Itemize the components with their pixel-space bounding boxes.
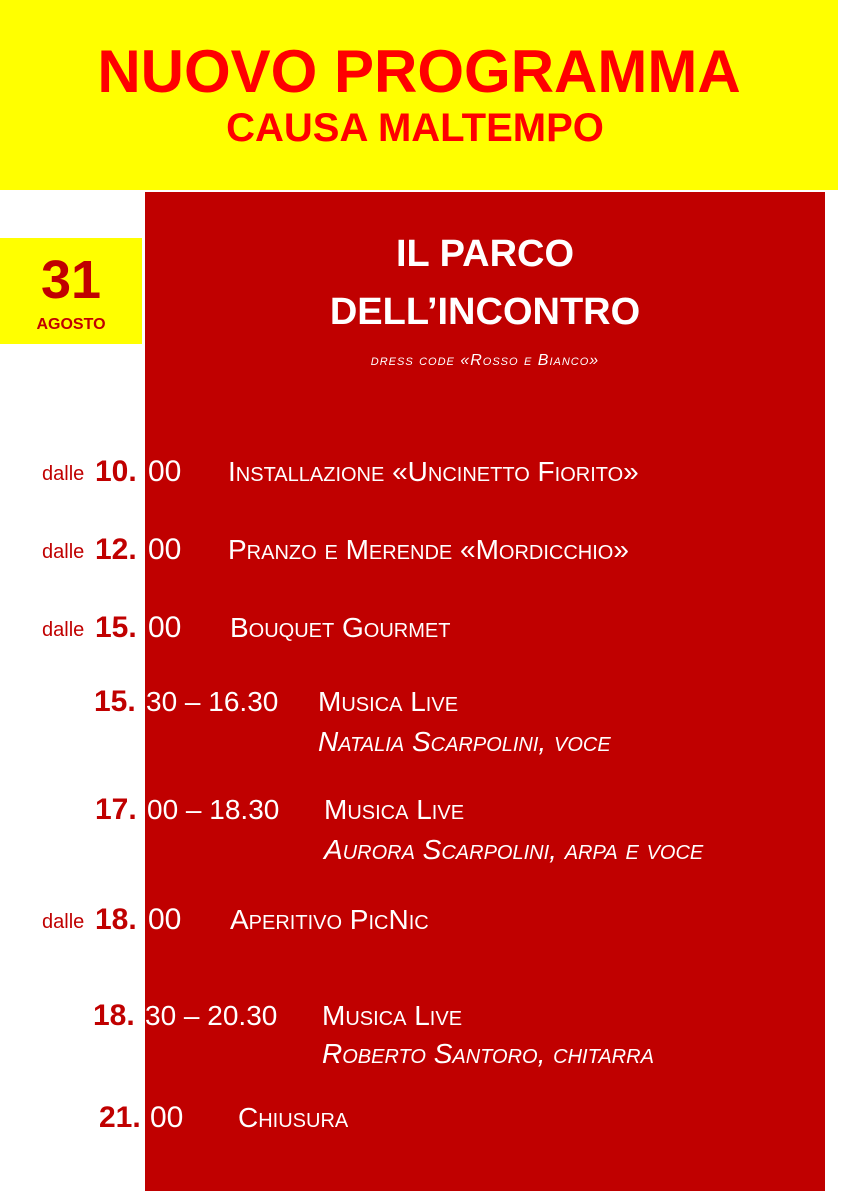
- schedule-time-range: 00 – 18.30: [147, 794, 280, 825]
- date-badge: [0, 238, 142, 344]
- schedule-event: Bouquet Gourmet: [230, 612, 451, 643]
- schedule-prefix: dalle: [42, 911, 85, 933]
- date-month: AGOSTO: [36, 316, 106, 333]
- schedule-minutes: 00: [148, 903, 182, 936]
- schedule-hour: 10.: [95, 455, 137, 488]
- schedule-event: Aperitivo PicNic: [230, 904, 429, 935]
- schedule-minutes: 00: [150, 1101, 184, 1134]
- schedule-event: Chiusura: [238, 1102, 349, 1133]
- page-subtitle: CAUSA MALTEMPO: [226, 106, 604, 150]
- date-day: 31: [40, 250, 102, 310]
- page-title: NUOVO PROGRAMMA: [97, 38, 741, 105]
- venue-title-line2: DELL’INCONTRO: [329, 291, 641, 333]
- schedule-item: [0, 610, 842, 650]
- schedule-performer: Aurora Scarpolini, arpa e voce: [324, 834, 704, 865]
- schedule-hour: 21.: [99, 1101, 141, 1134]
- header-banner: [0, 0, 838, 190]
- schedule-time-range: 30 – 20.30: [145, 1000, 278, 1031]
- schedule-event: Pranzo e Merende «Mordicchio»: [228, 534, 629, 565]
- schedule-minutes: 00: [148, 611, 182, 644]
- schedule-event: Musica Live: [318, 686, 459, 717]
- schedule-hour: 17.: [95, 793, 137, 826]
- schedule-item: [0, 792, 842, 872]
- schedule-item: [0, 684, 842, 764]
- schedule-performer: Roberto Santoro, chitarra: [322, 1038, 654, 1069]
- schedule-item: [0, 532, 842, 572]
- schedule-performer: Natalia Scarpolini, voce: [318, 726, 611, 757]
- schedule-hour: 18.: [95, 903, 137, 936]
- schedule-event: Musica Live: [322, 1000, 463, 1031]
- schedule-hour: 15.: [95, 611, 137, 644]
- schedule-prefix: dalle: [42, 541, 85, 563]
- schedule-item: [0, 454, 842, 494]
- schedule-event: Installazione «Uncinetto Fiorito»: [228, 456, 639, 487]
- schedule-item: [0, 1100, 842, 1140]
- schedule-prefix: dalle: [42, 619, 85, 641]
- schedule-hour: 18.: [93, 999, 135, 1032]
- schedule-minutes: 00: [148, 455, 182, 488]
- schedule-prefix: dalle: [42, 463, 85, 485]
- venue-title-line1: IL PARCO: [395, 233, 575, 275]
- schedule-minutes: 00: [148, 533, 182, 566]
- schedule-time-range: 30 – 16.30: [146, 686, 279, 717]
- schedule-hour: 15.: [94, 685, 136, 718]
- dress-code: dress code «Rosso e Bianco»: [370, 352, 600, 369]
- schedule-event: Musica Live: [324, 794, 465, 825]
- schedule-item: [0, 998, 842, 1078]
- schedule-item: [0, 902, 842, 942]
- schedule-hour: 12.: [95, 533, 137, 566]
